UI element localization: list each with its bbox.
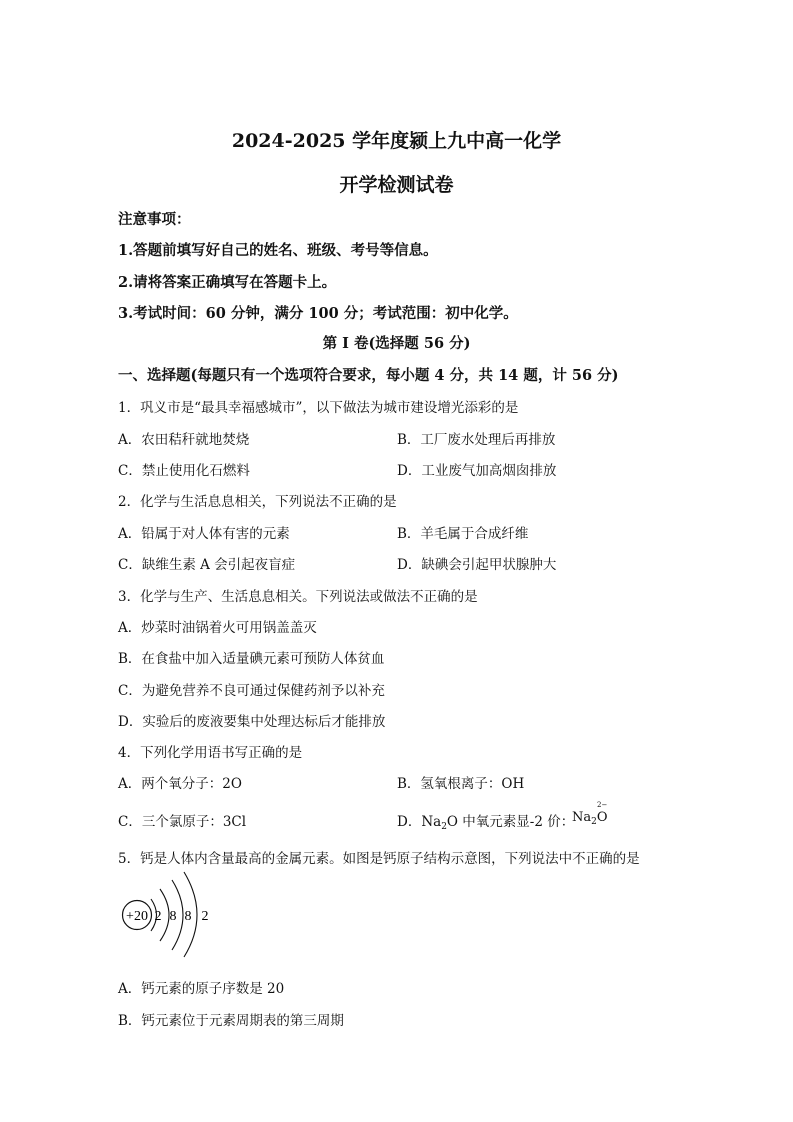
option-text: O 中氧元素显-2 价： (446, 814, 575, 830)
option: B．在食盐中加入适量碘元素可预防人体贫血 (118, 651, 385, 667)
option: B．羊毛属于合成纤维 (397, 526, 529, 542)
notice-item: 1.答题前填写好自己的姓名、班级、考号等信息。 (118, 242, 438, 259)
option: A．两个氧分子：2O (118, 776, 242, 792)
option: B．钙元素位于元素周期表的第三周期 (118, 1013, 344, 1029)
section-heading: 一、选择题(每题只有一个选项符合要求，每小题 4 分，共 14 题，计 56 分) (118, 367, 619, 384)
option: A．农田秸秆就地焚烧 (118, 432, 250, 448)
question-stem: 1．巩义市是“最具幸福感城市”，以下做法为城市建设增光添彩的是 (118, 400, 519, 416)
option-d-valence (397, 810, 574, 832)
shell-electrons: 8 (184, 909, 192, 924)
question-stem: 4．下列化学用语书写正确的是 (118, 745, 303, 761)
option: B．氢氧根离子：OH (397, 776, 525, 792)
formula-subscript: 2 (591, 817, 597, 827)
option: B．工厂废水处理后再排放 (397, 432, 556, 448)
formula-na: Na (572, 810, 592, 825)
option: A．铅属于对人体有害的元素 (118, 526, 290, 542)
question-stem: 3．化学与生产、生活息息相关。下列说法或做法不正确的是 (118, 589, 478, 605)
formula-o: O (596, 810, 608, 825)
option-prefix: D．Na (397, 814, 442, 830)
option: C．为避免营养不良可通过保健药剂予以补充 (118, 683, 385, 699)
option: C．三个氯原子：3Cl (118, 814, 247, 830)
option: A．钙元素的原子序数是 20 (118, 981, 285, 997)
subscript: 2 (441, 822, 447, 832)
option: C．禁止使用化石燃料 (118, 463, 250, 479)
option: D．实验后的废液要集中处理达标后才能排放 (118, 714, 386, 730)
shell-electrons: 2 (154, 909, 162, 924)
option: D．缺碘会引起甲状腺肿大 (397, 557, 557, 573)
question-stem: 2．化学与生活息息相关，下列说法不正确的是 (118, 494, 397, 510)
notice-heading: 注意事项： (118, 211, 191, 228)
valence-formula (572, 810, 608, 827)
question-stem: 5．钙是人体内含量最高的金属元素。如图是钙原子结构示意图，下列说法中不正确的是 (118, 851, 640, 867)
option: D．工业废气加高烟囱排放 (397, 463, 557, 479)
option: C．缺维生素 A 会引起夜盲症 (118, 557, 296, 573)
part-title: 第 I 卷(选择题 56 分) (322, 335, 471, 352)
notice-item: 3.考试时间：60 分钟，满分 100 分；考试范围：初中化学。 (118, 305, 518, 322)
valence-mark: 2− (597, 801, 608, 809)
calcium-atom-diagram (118, 868, 218, 958)
option: A．炒菜时油锅着火可用锅盖盖灭 (118, 620, 317, 636)
exam-subtitle: 开学检测试卷 (339, 174, 454, 196)
nucleus-label: +20 (126, 909, 148, 924)
shell-electrons: 8 (169, 909, 177, 924)
exam-title: 2024-2025 学年度颍上九中高一化学 (231, 130, 562, 152)
shell-electrons: 2 (201, 909, 209, 924)
notice-item: 2.请将答案正确填写在答题卡上。 (118, 274, 337, 291)
